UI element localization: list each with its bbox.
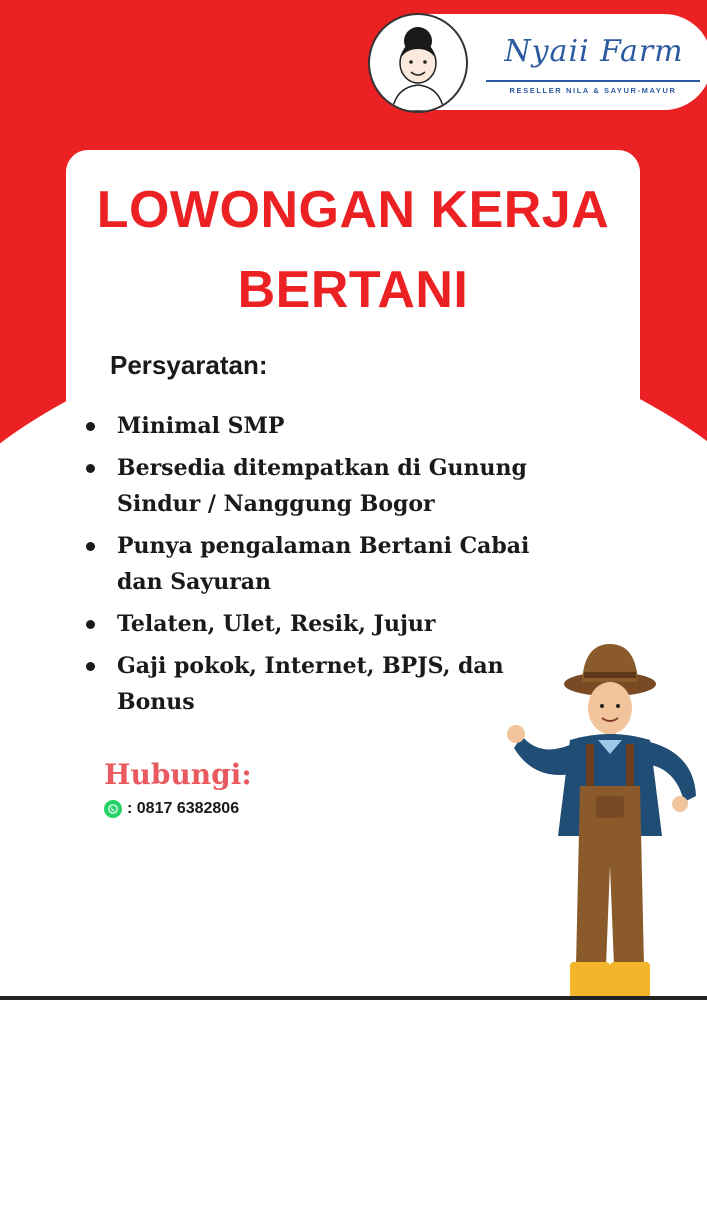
brand-name: Nyaii Farm [504, 34, 684, 69]
list-item: Punya pengalaman Bertani Cabai dan Sayuran [84, 528, 554, 600]
brand-tagline: RESELLER NILA & SAYUR-MAYUR [509, 86, 677, 95]
requirements-heading: Persyaratan: [110, 350, 268, 380]
title-line-2: BERTANI [237, 261, 469, 319]
list-item: Telaten, Ulet, Resik, Jujur [84, 606, 554, 642]
list-item: Minimal SMP [84, 408, 554, 444]
woman-face-icon [370, 15, 466, 111]
contact-phone-row[interactable] [104, 800, 239, 818]
list-item: Bersedia ditempatkan di Gunung Sindur / Nanggung Bogor [84, 450, 554, 522]
whatsapp-icon [104, 800, 122, 818]
brand-divider [486, 80, 700, 82]
page-title [66, 170, 640, 330]
logo-avatar [368, 13, 468, 113]
title-line-1: LOWONGAN KERJA [96, 181, 610, 239]
bottom-divider [0, 996, 707, 1000]
farmer-illustration-icon [500, 636, 707, 1000]
list-item: Gaji pokok, Internet, BPJS, dan Bonus [84, 648, 554, 720]
contact-phone: : 0817 6382806 [127, 800, 240, 817]
contact-label: Hubungi: [104, 758, 252, 791]
requirements-list [84, 408, 554, 726]
